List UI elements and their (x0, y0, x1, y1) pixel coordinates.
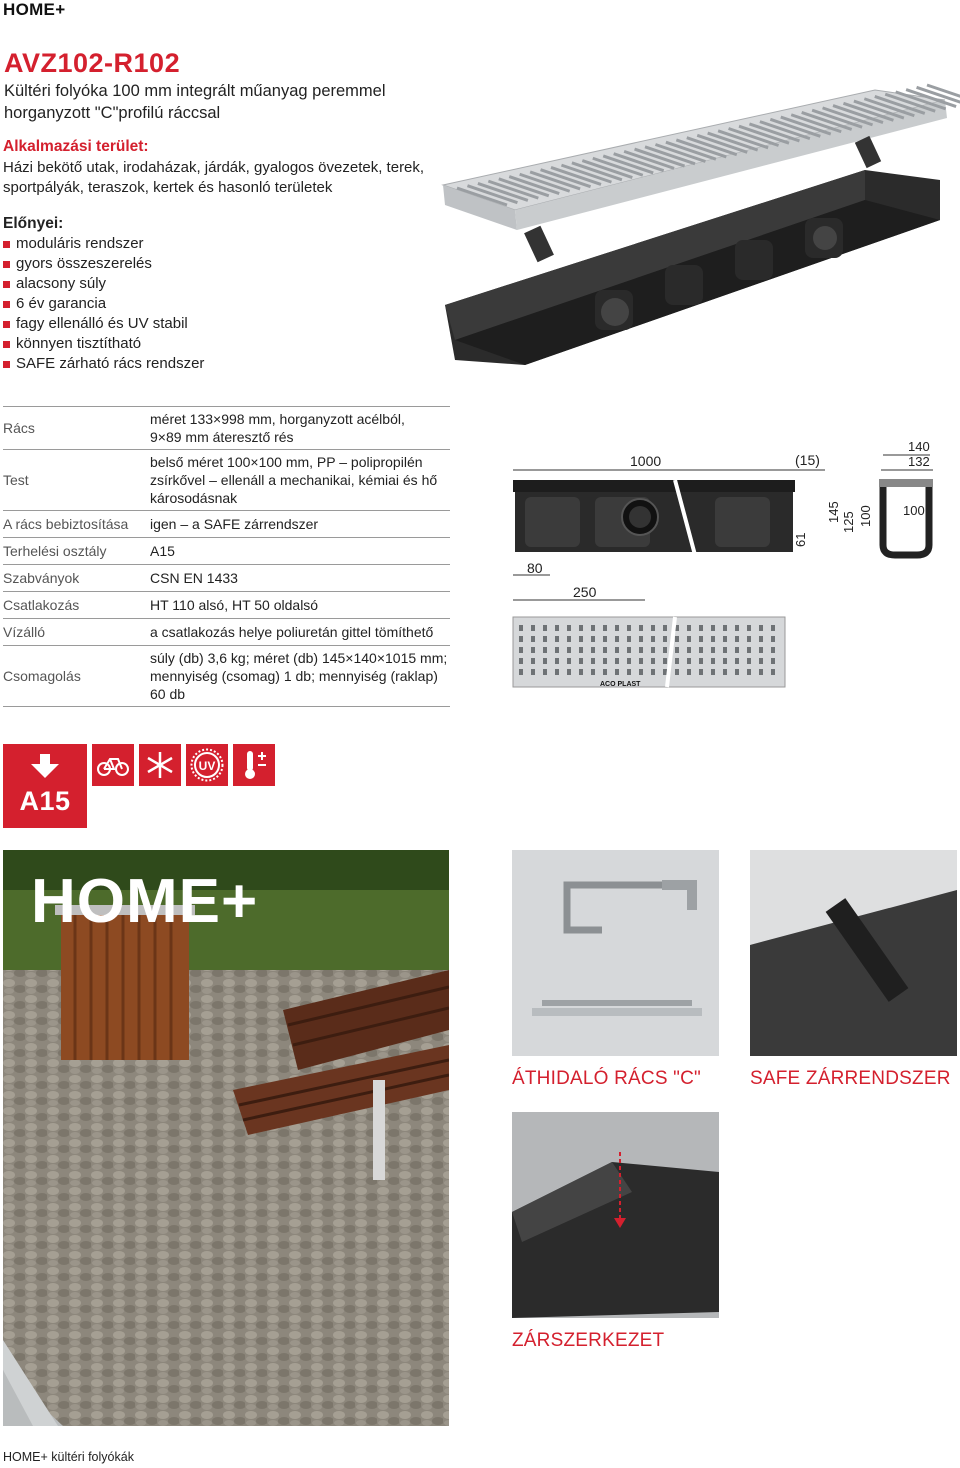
spec-value-line: belső méret 100×100 mm, PP – polipropilén (150, 454, 423, 470)
spec-label: Vízálló (3, 624, 46, 640)
grate-slot (603, 669, 607, 675)
grate-slot (711, 658, 715, 664)
grate-slot (627, 658, 631, 664)
grate-slot (759, 625, 763, 631)
grate-slot (759, 647, 763, 653)
list-item (3, 314, 204, 334)
advantage-text: könnyen tisztítható (16, 335, 142, 352)
application-title: Alkalmazási terület: (3, 138, 149, 155)
grate-slot (747, 669, 751, 675)
spec-value-line: A15 (150, 543, 175, 559)
grate-slot (627, 669, 631, 675)
bullet-icon (3, 341, 10, 348)
grate-slot (579, 636, 583, 642)
list-item (3, 354, 204, 374)
table-row (3, 592, 450, 619)
bullet-icon (3, 361, 10, 368)
grate-slot (615, 658, 619, 664)
load-class-text: A15 (19, 786, 71, 816)
grate-slot (687, 669, 691, 675)
grate-slot (555, 647, 559, 653)
spec-label: A rács bebiztosítása (3, 516, 129, 532)
grate-slot (735, 625, 739, 631)
grate-slot (723, 636, 727, 642)
grate-slot (687, 658, 691, 664)
grate-slot (543, 647, 547, 653)
caption-safe-lock: SAFE ZÁRRENDSZER (750, 1068, 951, 1089)
grate-slot (591, 669, 595, 675)
list-item (3, 334, 204, 354)
spec-value-line: súly (db) 3,6 kg; méret (db) 145×140×1015 mm; (150, 650, 448, 666)
advantage-text: alacsony súly (16, 275, 107, 292)
grate-slot (555, 669, 559, 675)
grate-slot (699, 636, 703, 642)
grate-slot (567, 658, 571, 664)
table-row (3, 619, 450, 646)
grate-slot (567, 669, 571, 675)
grate-slot (603, 625, 607, 631)
grate-slot (603, 658, 607, 664)
grate-slot (615, 636, 619, 642)
grate-slot (735, 669, 739, 675)
dim-inner-width: 100 (903, 503, 925, 518)
grate-slot (555, 658, 559, 664)
bullet-icon (3, 281, 10, 288)
grate-slot (579, 658, 583, 664)
grate-slot (531, 669, 535, 675)
grate-slot (651, 625, 655, 631)
grate-slot (663, 636, 667, 642)
grate-slot (519, 669, 523, 675)
spec-label: Test (3, 472, 29, 488)
grate-slot (567, 625, 571, 631)
grate-slot (555, 636, 559, 642)
list-item (3, 234, 204, 254)
grate-slot (567, 647, 571, 653)
grate-slot (567, 636, 571, 642)
grate-slot (663, 669, 667, 675)
advantage-text: moduláris rendszer (16, 235, 144, 252)
spec-value-line: 9×89 mm áteresztő rés (150, 429, 294, 445)
grate-slot (711, 636, 715, 642)
spec-label: Csatlakozás (3, 597, 80, 613)
uv-icon (186, 744, 228, 786)
grate-slot (711, 625, 715, 631)
grate-slot (747, 636, 751, 642)
grate-slot (651, 636, 655, 642)
grate-slot (771, 625, 775, 631)
grate-slot (651, 647, 655, 653)
grate-slot (639, 636, 643, 642)
load-arrow-icon (31, 754, 59, 780)
grate-slot (639, 669, 643, 675)
grate-slot (627, 647, 631, 653)
spec-value (150, 569, 450, 587)
grate-slot (663, 658, 667, 664)
grate-slot (723, 647, 727, 653)
grate-slot (531, 636, 535, 642)
grate-slot (723, 669, 727, 675)
grate-slot (735, 647, 739, 653)
caption-lock-structure: ZÁRSZERKEZET (512, 1330, 665, 1351)
grate-slot (663, 625, 667, 631)
advantages-list (3, 234, 204, 374)
dim-outlet-dist: 250 (573, 584, 597, 600)
spec-value (150, 649, 450, 703)
grate-slot (519, 647, 523, 653)
grate-slot (543, 625, 547, 631)
grate-slot (747, 625, 751, 631)
table-row (3, 511, 450, 538)
snowflake-icon (139, 744, 181, 786)
grate-slot (771, 636, 775, 642)
advantage-text: 6 év garancia (16, 295, 107, 312)
spec-value-line: CSN EN 1433 (150, 570, 238, 586)
bullet-icon (3, 241, 10, 248)
spec-value-line: károsodásnak (150, 490, 238, 506)
table-row (3, 407, 450, 450)
dim-height-inner: 100 (858, 505, 873, 527)
grate-slot (519, 658, 523, 664)
table-row (3, 646, 450, 707)
spec-value (150, 542, 450, 560)
grate-slot (687, 647, 691, 653)
application-text (3, 158, 473, 198)
grate-slot (699, 625, 703, 631)
spec-value-line: méret 133×998 mm, horganyzott acélból, (150, 411, 405, 427)
bicycle-icon (92, 744, 134, 786)
table-row (3, 538, 450, 565)
brand-header: HOME+ (3, 0, 66, 19)
specs-table (3, 406, 450, 707)
spec-label: Csomagolás (3, 668, 81, 684)
grate-slot (675, 636, 679, 642)
advantage-text: fagy ellenálló és UV stabil (16, 315, 188, 332)
grate-slot (519, 625, 523, 631)
load-class-badge (3, 744, 87, 828)
thermometer-icon (233, 744, 275, 786)
grate-slot (723, 658, 727, 664)
bullet-icon (3, 301, 10, 308)
grate-slot (651, 669, 655, 675)
dim-overlap: (15) (795, 452, 820, 468)
spec-value-line: zsírkővel – ellenáll a mechanikai, kémiai és hő (150, 472, 438, 488)
grate-slot (747, 647, 751, 653)
grate-slot (675, 658, 679, 664)
dim-width-outer: 140 (908, 439, 930, 454)
grate-slot (531, 625, 535, 631)
spec-value (150, 410, 450, 446)
grate-slot (759, 669, 763, 675)
table-row (3, 565, 450, 592)
grate-slot (519, 636, 523, 642)
grate-slot (675, 669, 679, 675)
grate-slot (651, 658, 655, 664)
lock-structure-image (512, 1112, 719, 1318)
product-code: AVZ102-R102 (4, 48, 181, 78)
caption-c-grate: ÁTHIDALÓ RÁCS "C" (512, 1068, 701, 1089)
grate-slot (615, 647, 619, 653)
grate-slot (771, 647, 775, 653)
grate-slot (771, 669, 775, 675)
spec-value (150, 623, 450, 641)
application-text-line: sportpályák, teraszok, kertek és hasonló területek (3, 179, 333, 196)
grate-slot (531, 658, 535, 664)
bullet-icon (3, 261, 10, 268)
dim-side: 61 (793, 532, 808, 547)
list-item (3, 274, 204, 294)
application-text-line: Házi bekötő utak, irodaházak, járdák, gyalogos övezetek, terek, (3, 159, 425, 176)
bullet-icon (3, 321, 10, 328)
grate-slot (747, 658, 751, 664)
grate-slot (735, 658, 739, 664)
grate-slot (771, 658, 775, 664)
grate-slot (555, 625, 559, 631)
grate-slot (663, 647, 667, 653)
safe-lock-image (750, 850, 957, 1056)
grate-slot (543, 636, 547, 642)
grate-slot (759, 658, 763, 664)
c-grate-image (512, 850, 719, 1056)
grate-slot (699, 647, 703, 653)
spec-label: Szabványok (3, 570, 80, 586)
product-description-line: Kültéri folyóka 100 mm integrált műanyag peremmel (4, 82, 386, 100)
grate-slot (711, 669, 715, 675)
spec-label: Terhelési osztály (3, 543, 107, 559)
grate-slot (579, 669, 583, 675)
grate-slot (591, 647, 595, 653)
grate-slot (591, 636, 595, 642)
uv-label: UV (198, 759, 216, 773)
grate-slot (699, 669, 703, 675)
grate-slot (615, 669, 619, 675)
grate-slot (627, 636, 631, 642)
grate-slot (639, 647, 643, 653)
grate-slot (711, 647, 715, 653)
technical-drawing (505, 435, 955, 695)
advantages-title: Előnyei: (3, 215, 64, 232)
spec-value (150, 596, 450, 614)
grate-brand: ACO PLAST (600, 681, 641, 688)
spec-value (150, 453, 450, 507)
grate-slot (735, 636, 739, 642)
grate-slot (687, 636, 691, 642)
grate-slot (591, 625, 595, 631)
spec-value-line: HT 110 alsó, HT 50 oldalsó (150, 597, 319, 613)
grate-slot (579, 647, 583, 653)
grate-slot (591, 658, 595, 664)
product-description (4, 80, 464, 124)
grate-slot (639, 658, 643, 664)
spec-value (150, 515, 450, 533)
spec-value-line: mennyiség (csomag) 1 db; mennyiség (raklap) (150, 668, 438, 684)
spec-value-line: 60 db (150, 686, 186, 702)
grate-slot (723, 625, 727, 631)
dim-height-total: 145 (826, 501, 841, 523)
product-description-line: horganyzott "C"profilú ráccsal (4, 104, 221, 122)
product-illustration (435, 60, 960, 400)
spec-value-line: a csatlakozás helye poliuretán gittel tömíthető (150, 624, 434, 640)
dim-height-mid: 125 (841, 511, 856, 533)
grate-slot (543, 658, 547, 664)
spec-value-line: igen – a SAFE zárrendszer (150, 516, 319, 532)
grate-slot (639, 625, 643, 631)
grate-slot (759, 636, 763, 642)
dim-width-inner: 132 (908, 454, 930, 469)
dim-outlet-offset: 80 (527, 560, 543, 576)
spec-label: Rács (3, 420, 35, 436)
grate-slot (615, 625, 619, 631)
footer-text: HOME+ kültéri folyókák (3, 1450, 134, 1464)
photo-brand-overlay: HOME+ (31, 867, 259, 936)
grate-slot (543, 669, 547, 675)
advantage-text: SAFE zárható rács rendszer (16, 355, 205, 372)
installation-photo (3, 850, 449, 1426)
table-row (3, 450, 450, 511)
list-item (3, 254, 204, 274)
grate-slot (603, 647, 607, 653)
grate-slot (687, 625, 691, 631)
grate-slot (579, 625, 583, 631)
grate-slot (531, 647, 535, 653)
dim-length: 1000 (630, 453, 662, 469)
grate-slot (627, 625, 631, 631)
advantage-text: gyors összeszerelés (16, 255, 152, 272)
list-item (3, 294, 204, 314)
grate-slot (675, 647, 679, 653)
grate-slot (603, 636, 607, 642)
grate-slot (699, 658, 703, 664)
